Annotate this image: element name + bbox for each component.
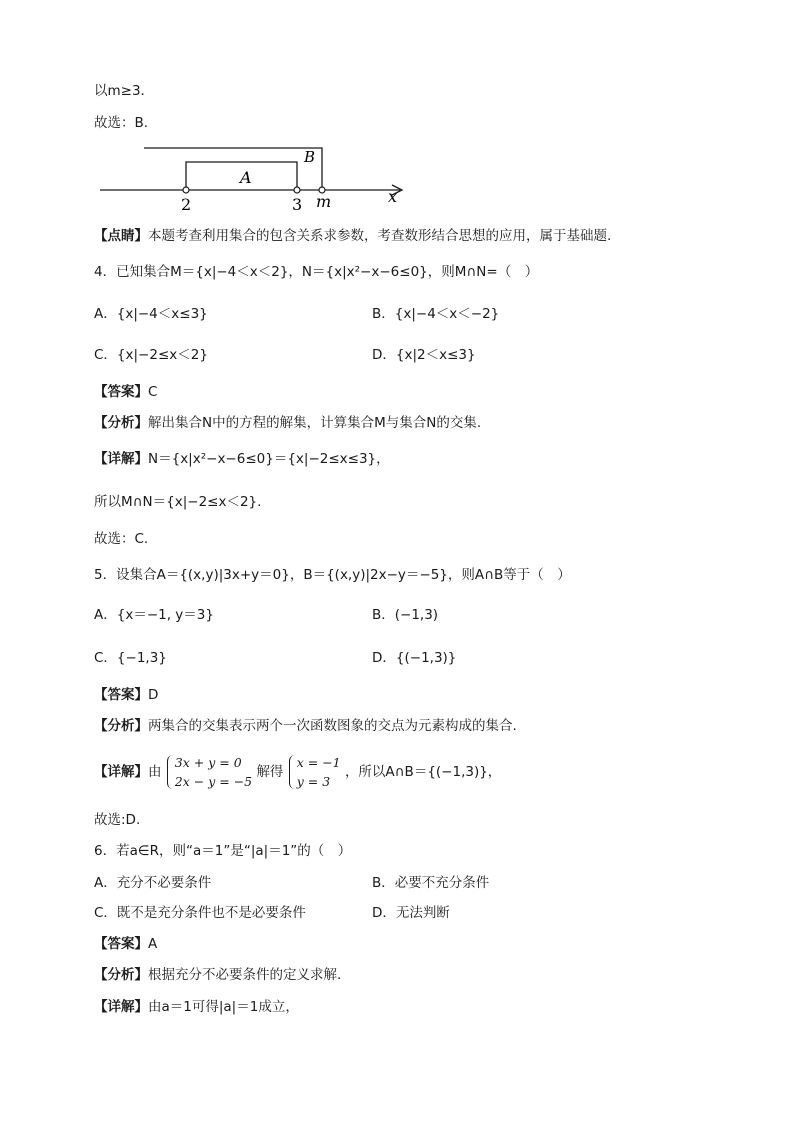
q4-answer: C [148,384,158,400]
set-a-label: A [240,168,252,187]
equation-system-1 [166,753,252,791]
comment-tag: 【点睛】 [94,228,148,244]
q4-detail-line [94,450,390,468]
q6-detail: 由a＝1可得|a|＝1成立， [148,999,299,1015]
q5-answer-line [94,686,158,704]
axis-label-x: x [388,187,398,206]
q5-answer-tag: 【答案】 [94,687,148,703]
sys2-line1: x = −1 [296,755,341,770]
tick-label-2: 2 [181,195,192,214]
equation-system-2 [288,753,341,791]
q6-option-d: D．无法判断 [372,905,450,921]
q6-detail-line [94,998,299,1016]
sys1-line1: 3x + y = 0 [174,755,242,770]
comment-text: 本题考查利用集合的包含关系求参数，考查数形结合思想的应用，属于基础题. [148,228,612,244]
q5-option-a: A．{x＝−1, y＝3} [94,607,214,623]
comment-line [94,227,611,245]
sys2-line2: y = 3 [296,774,331,789]
q4-answer-line [94,383,157,401]
q4-stem: 4．已知集合M＝{x|−4＜x＜2}，N＝{x|x²−x−6≤0}，则M∩N=（ ） [94,264,539,280]
q6-analysis-line [94,966,341,984]
q6-answer-line [94,935,157,953]
q4-option-d: D．{x|2＜x≤3} [372,347,476,363]
q5-detail-tag: 【详解】 [94,764,148,780]
q4-detail-tag: 【详解】 [94,451,148,467]
q4-detail: N＝{x|x²−x−6≤0}＝{x|−2≤x≤3}， [148,451,390,467]
q4-option-b: B．{x|−4＜x＜−2} [372,306,500,322]
q5-choice: 故选:D. [94,812,141,828]
q4-detail2: 所以M∩N＝{x|−2≤x＜2}. [94,494,262,510]
q5-answer: D [148,687,159,703]
set-b-label: B [304,148,316,166]
q6-analysis: 根据充分不必要条件的定义求解. [148,967,342,983]
q6-answer-tag: 【答案】 [94,936,148,952]
q6-answer: A [148,936,158,952]
tick-label-m: m [316,192,332,211]
q5-detail-suffix: ，所以A∩B＝{(−1,3)}， [344,764,502,780]
q5-option-b: B．(−1,3) [372,607,439,623]
q4-analysis-line [94,414,481,432]
q5-detail-mid: 解得 [256,764,284,780]
tick-label-3: 3 [292,195,303,214]
q5-option-c: C．{−1,3} [94,650,167,666]
q4-answer-tag: 【答案】 [94,384,148,400]
q5-analysis-line [94,717,517,735]
q4-analysis: 解出集合N中的方程的解集，计算集合M与集合N的交集. [148,415,482,431]
number-line-diagram [94,140,414,215]
q6-option-a: A．充分不必要条件 [94,875,212,891]
q6-stem: 6．若a∈R，则“a＝1”是“|a|＝1”的（ ） [94,843,352,859]
q5-analysis-tag: 【分析】 [94,718,148,734]
q6-analysis-tag: 【分析】 [94,967,148,983]
conclusion-line: 以m≥3． [94,83,155,99]
q4-choice: 故选：C. [94,531,149,547]
sys1-line2: 2x − y = −5 [174,774,253,789]
q4-analysis-tag: 【分析】 [94,415,148,431]
q5-option-d: D．{(−1,3)} [372,650,457,666]
q5-analysis: 两集合的交集表示两个一次函数图象的交点为元素构成的集合. [148,718,517,734]
q5-detail-line [94,751,501,793]
q5-detail-prefix: 由 [148,764,162,780]
q4-option-c: C．{x|−2≤x＜2} [94,347,208,363]
q6-detail-tag: 【详解】 [94,999,148,1015]
q5-stem: 5．设集合A＝{(x,y)|3x+y＝0}，B＝{(x,y)|2x−y＝−5}，则A∩B等于（ ） [94,567,571,583]
q6-option-b: B．必要不充分条件 [372,875,490,891]
choice-line: 故选：B. [94,115,149,131]
q4-option-a: A．{x|−4＜x≤3} [94,306,208,322]
q6-option-c: C．既不是充分条件也不是必要条件 [94,905,306,921]
